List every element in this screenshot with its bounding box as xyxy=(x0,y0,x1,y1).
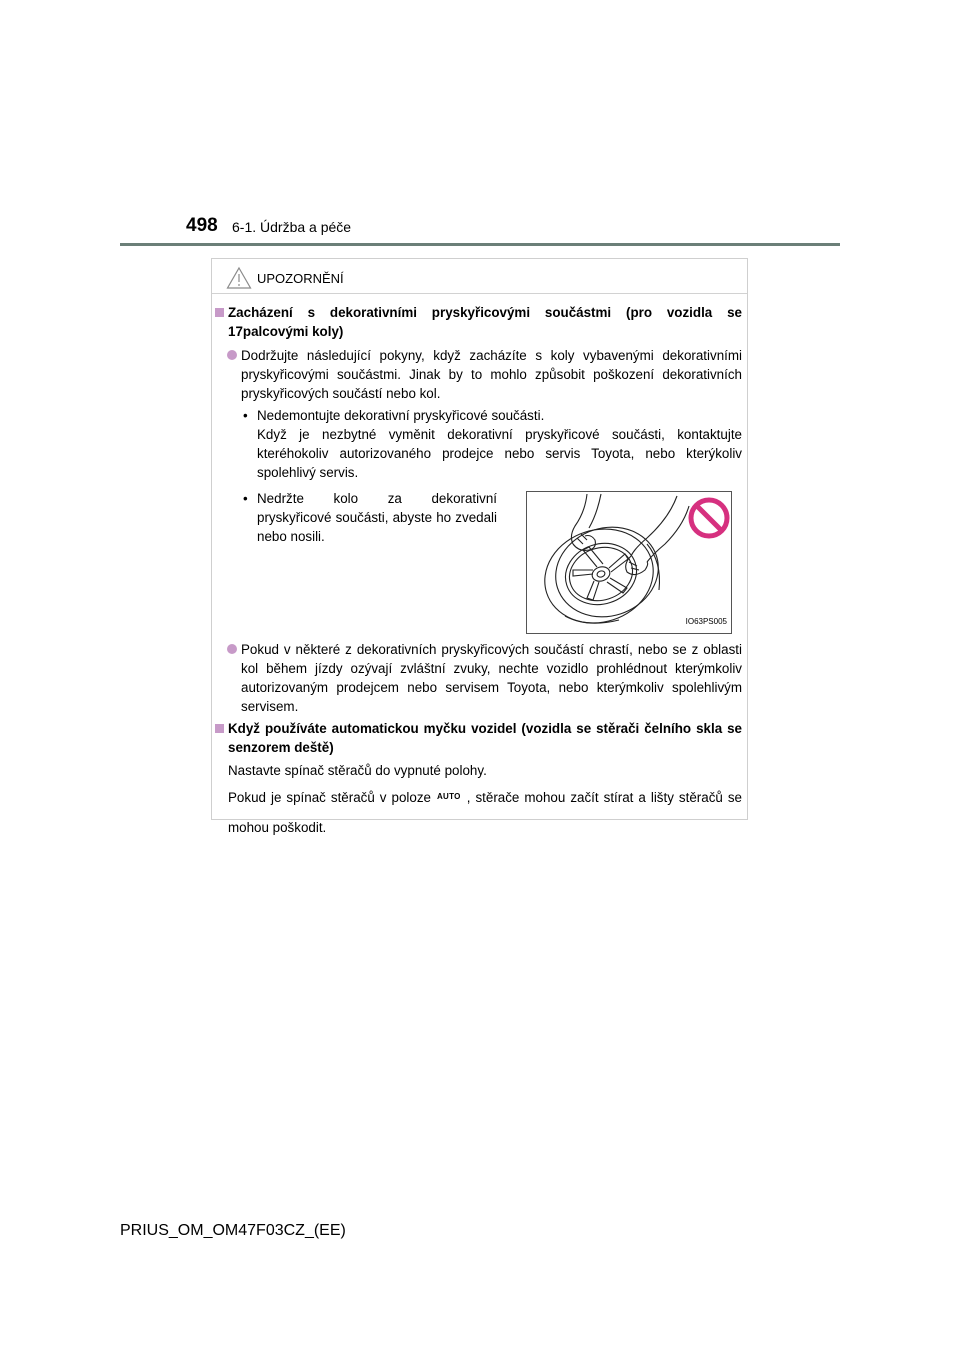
figure-code: IO63PS005 xyxy=(685,617,727,626)
footer-code: PRIUS_OM_OM47F03CZ_(EE) xyxy=(120,1222,346,1239)
warning-content xyxy=(212,303,747,843)
warning-title: UPOZORNĚNÍ xyxy=(257,270,344,286)
bullet-with-figure xyxy=(212,489,747,635)
wheel-figure xyxy=(526,491,732,634)
point-item xyxy=(212,640,747,716)
circle-bullet-icon xyxy=(227,644,237,654)
warning-box xyxy=(211,258,748,835)
bullet-dot-icon: • xyxy=(243,408,248,423)
circle-bullet-icon xyxy=(227,350,237,360)
section-heading-wheels xyxy=(212,303,747,341)
square-bullet-icon xyxy=(215,308,224,317)
section-title: 6-1. Údržba a péče xyxy=(232,219,352,235)
section-heading-carwash xyxy=(212,719,747,757)
bullet-dot-icon: • xyxy=(243,491,248,506)
warning-triangle-icon xyxy=(226,266,252,290)
carwash-auto-text xyxy=(212,782,747,843)
carwash-text: Nastavte spínač stěračů do vypnuté polohy. xyxy=(228,763,487,778)
page-number: 498 xyxy=(186,215,218,236)
square-bullet-icon xyxy=(215,724,224,733)
point-text: Dodržujte následující pokyny, když zacházíte s koly vybavenými dekorativními pryskyřicovými součástmi. Jinak by to mohlo způsobit poškození dekorativních pryskyřicových součástí nebo kol. xyxy=(241,348,742,401)
text-after: , stěrače mohou začít stírat a lišty stěračů se mohou poškodit. xyxy=(228,790,742,835)
bullet-text: Nedržte kolo za dekorativní pryskyřicové součásti, abyste ho zvedali nebo nosili. xyxy=(257,491,497,544)
warning-divider xyxy=(212,293,747,294)
text-before: Pokud je spínač stěračů v poloze xyxy=(228,790,431,805)
bullet-item xyxy=(212,406,747,482)
header-rule xyxy=(120,243,840,246)
heading-text: Když používáte automatickou myčku vozidel (vozidla se stěrači čelního skla se senzorem deště) xyxy=(228,721,742,755)
auto-position-icon: AUTO xyxy=(436,792,461,801)
warning-header xyxy=(226,265,344,291)
bullet-text-continued: Když je nezbytné vyměnit dekorativní pryskyřicové součásti, kontaktujte kteréhokoliv autorizovaného prodejce nebo servis Toyota, nebo kterýkoliv spolehlivý servis. xyxy=(257,427,742,480)
bullet-text: Nedemontujte dekorativní pryskyřicové součásti. xyxy=(257,408,545,423)
point-text: Pokud v některé z dekorativních pryskyřicových součástí chrastí, nebo se z oblasti kol během jízdy ozývají zvláštní zvuky, nechte vozidlo prohlédnout kterýmkoliv autorizovaným prodejcem nebo servisem Toyota, nebo kterýmkoliv spolehlivým servisem. xyxy=(241,642,742,714)
point-item xyxy=(212,346,747,403)
heading-text: Zacházení s dekorativními pryskyřicovými součástmi (pro vozidla se 17palcovými koly) xyxy=(228,305,742,339)
